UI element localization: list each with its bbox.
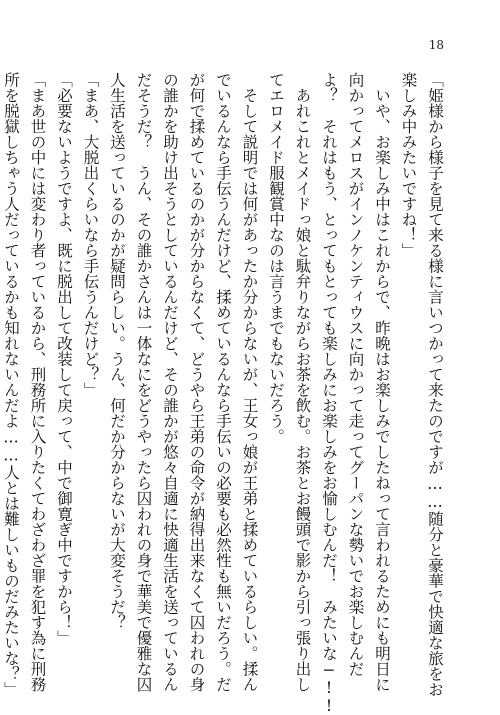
text-line: 所を脱獄しちゃう人だっているかも知れないんだよ……人とは難しいものだみたいな？」 bbox=[2, 72, 20, 697]
text-line: そして説明では何があったか分からないが、王女っ娘が王弟と揉めているらしい。揉ん bbox=[240, 72, 259, 692]
text-line: だそうだ？ うん、その誰かさんは一体なにをどうやったら囚われの身で華美で優雅な囚 bbox=[134, 72, 153, 692]
text-line: 人生活を送っているのかが疑問らしい。うん、何だか分からないが大変そうだ？ bbox=[108, 72, 126, 630]
page-number: 18 bbox=[428, 38, 444, 52]
text-line: てエロメイド服観賞中なのは言うまでもないだろう。 bbox=[267, 72, 285, 444]
text-line: いや、お楽しみ中はこれからで、昨晩はお楽しみでしたねって言われるためにも明日に bbox=[373, 72, 391, 692]
text-line: の誰かを助け出そうとしているんだけど、その誰かが悠々自適に快適生活を送っているん bbox=[161, 72, 179, 692]
text-line: 「必要ないようですよ、既に脱出して改装して戻って、中で御寛ぎ中ですから！」 bbox=[55, 72, 73, 646]
text-line: 「まあ、大脱出くらいなら手伝うんだけど？」 bbox=[81, 72, 100, 398]
text-line: が何で揉めているのかが分からなくて、どうやら王弟の命令が納得出来なくて囚われの身 bbox=[187, 72, 206, 692]
text-line: 「姫様から様子を見て来る様に言いつかって来たのですが……随分と豪華で快適な旅をお bbox=[426, 72, 444, 697]
text-line: でいるんなら手伝うんだけど、揉めているんなら手伝いの必要も必然性も無いだろう。だ bbox=[214, 72, 232, 692]
text-line: 「まあ世の中には変わり者っているから、刑務所に入りたくてわざわざ罪を犯す為に刑務 bbox=[28, 72, 47, 692]
text-line: あれこれとメイドっ娘と駄弁りながらお茶を飲む。お茶とお饅頭で影から引っ張り出し bbox=[293, 72, 312, 692]
text-line: よ？ それはもう、とってもとっても楽しみにお楽しみをお愉しむんだ！ みたいな−!! bbox=[320, 72, 338, 715]
novel-body-text bbox=[2, 72, 448, 715]
text-line: 楽しみ中みたいですね！」 bbox=[399, 72, 418, 258]
text-line: 向かってメロスがインノケンティウスに向かって走ってグーパンな勢いでお楽しむんだ bbox=[346, 72, 365, 677]
